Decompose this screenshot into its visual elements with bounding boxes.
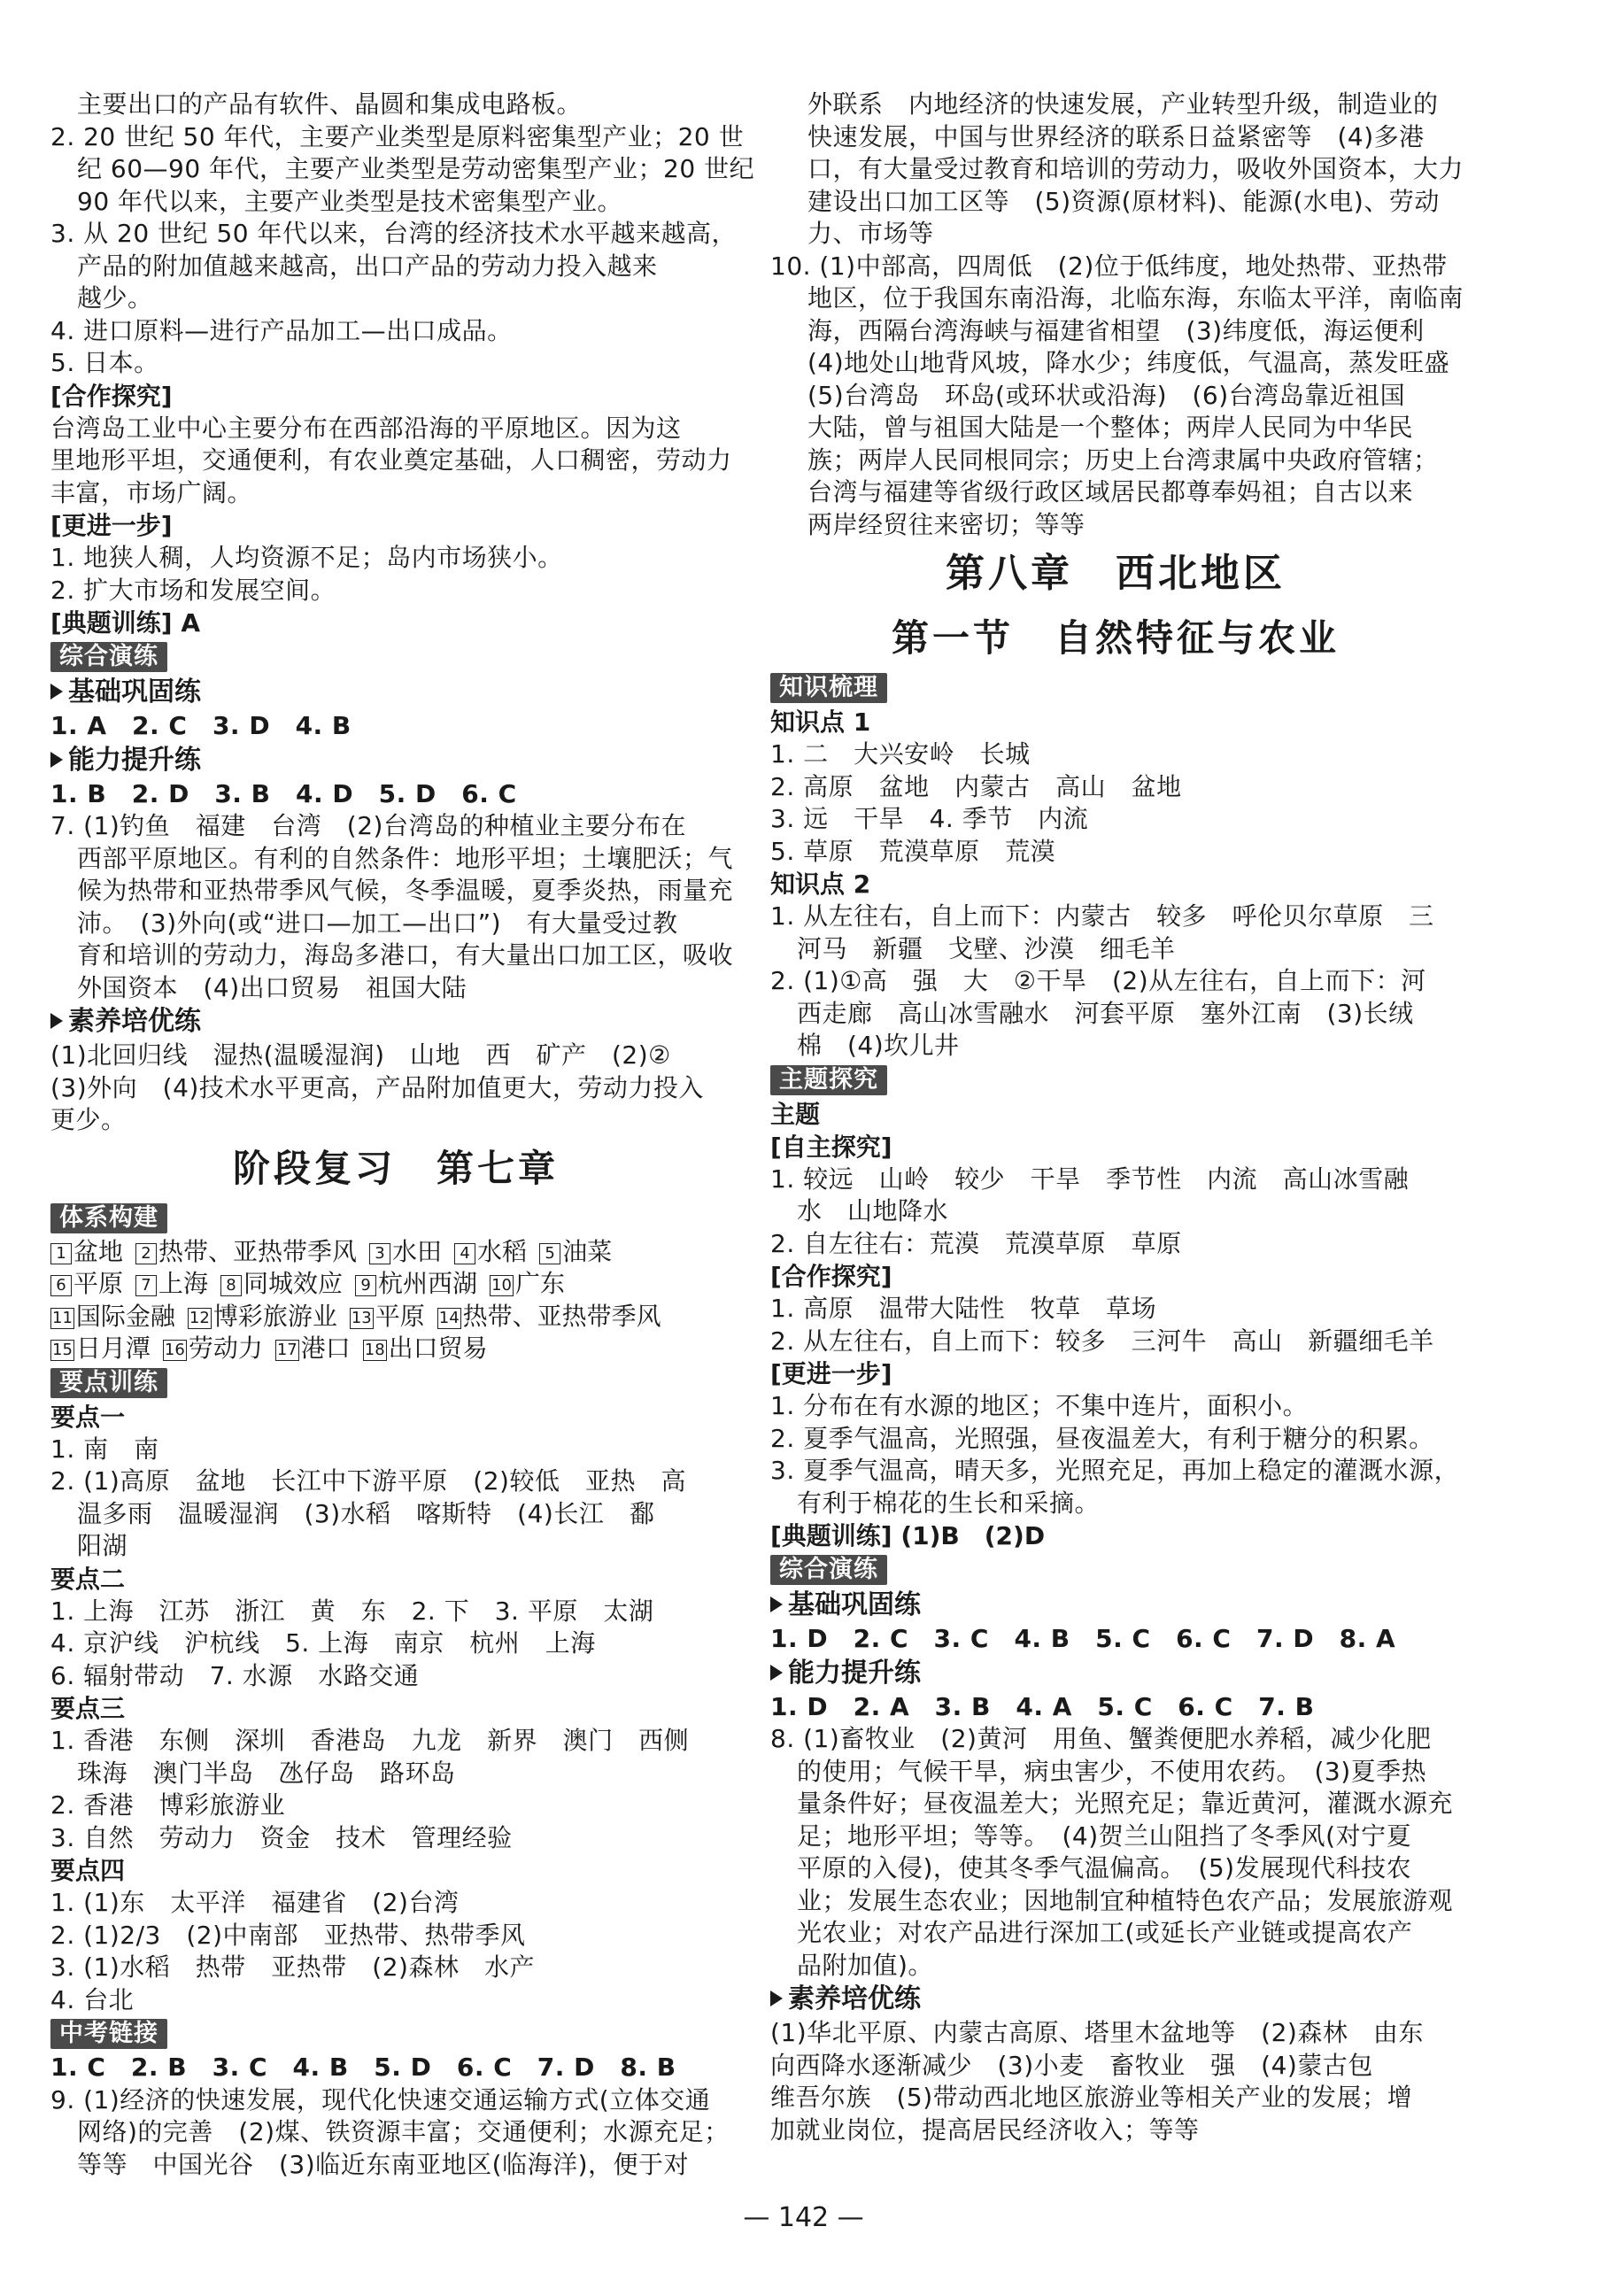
outline-cell-text: 日月潭	[75, 1334, 151, 1363]
bracket-heading: [自主探究]	[770, 1132, 892, 1162]
section-label	[50, 1201, 741, 1236]
section-title: 阶段复习 第七章	[232, 1146, 559, 1190]
outline-cell-number: 5	[539, 1243, 560, 1264]
subsection-heading: 基础巩固练	[50, 675, 741, 710]
outline-cell-text: 热带、亚热带季风	[462, 1301, 661, 1331]
answer-line: 平原的入侵)，使其冬季气温偏高。 (5)发展现代科技农	[797, 1853, 1412, 1882]
section-label-text: 综合演练	[770, 1555, 887, 1585]
chapter-title: 第八章 西北地区	[946, 551, 1286, 596]
answer-line: 加就业岗位，提高居民经济收入；等等	[770, 2114, 1200, 2145]
section-label-text: 要点训练	[50, 1368, 167, 1398]
section-label-text: 知识梳理	[770, 673, 887, 703]
answer-line: (1)华北平原、内蒙古高原、塔里木盆地等 (2)森林 由东	[770, 2018, 1424, 2047]
answer-line: 3. 远 干旱 4. 季节 内流	[770, 804, 1089, 833]
section-label-text: 体系构建	[50, 1203, 167, 1233]
answer-line: 1. 分布在有水源的地区；不集中连片，面积小。	[770, 1391, 1309, 1420]
answer-line: 2. (1)①高 强 大 ②干旱 (2)从左往右，自上而下：河	[770, 966, 1426, 995]
outline-grid-row	[50, 1333, 741, 1365]
outline-cell-number: 2	[135, 1243, 157, 1264]
outline-cell-number: 3	[369, 1243, 390, 1264]
outline-cell	[490, 1268, 565, 1301]
answer-line: 7. (1)钓鱼 福建 台湾 (2)台湾岛的种植业主要分布在	[50, 811, 686, 840]
answer-line: 的使用；气候干旱，病虫害少，不使用农药。 (3)夏季热	[797, 1756, 1427, 1786]
outline-cell-text: 广东	[514, 1269, 565, 1298]
outline-cell-number: 12	[189, 1308, 210, 1327]
outline-cell-text: 平原	[73, 1269, 124, 1298]
answer-line: 1. 高原 温带大陆性 牧草 草场	[770, 1294, 1157, 1323]
answer-line: 水 山地降水	[797, 1196, 949, 1225]
outline-cell-number: 14	[438, 1308, 460, 1327]
right-column	[770, 89, 1464, 2146]
answer-line: 1. (1)东 太平洋 福建省 (2)台湾	[50, 1888, 460, 1917]
outline-cell	[454, 1236, 527, 1269]
section-label	[50, 639, 741, 675]
answer-line: 育和培训的劳动力，海岛多港口，有大量出口加工区，吸收	[77, 940, 734, 970]
left-column	[50, 89, 755, 2181]
bracket-heading: [更进一步]	[50, 511, 173, 540]
outline-cell-number: 18	[364, 1341, 385, 1359]
answer-line: 1. 从左往右，自上而下：内蒙古 较多 呼伦贝尔草原 三	[770, 901, 1434, 931]
section-label-text: 主题探究	[770, 1065, 887, 1095]
answer-line: 丰富，市场广阔。	[50, 477, 253, 507]
answer-line: 4. 台北	[50, 1984, 135, 2014]
answer-line: 4. 京沪线 沪杭线 5. 上海 南京 杭州 上海	[50, 1628, 596, 1658]
answer-line: 建设出口加工区等 (5)资源(原材料)、能源(水电)、劳动	[807, 186, 1440, 216]
answer-line: 1. 地狭人稠，人均资源不足；岛内市场狭小。	[50, 543, 563, 572]
outline-cell	[355, 1268, 477, 1301]
bracket-heading: [更进一步]	[770, 1359, 892, 1388]
outline-cell-number: 1	[50, 1243, 72, 1264]
key-point-heading: 知识点 1	[770, 707, 871, 737]
subsection-heading: 能力提升练	[50, 743, 741, 778]
answer-line: (4)地处山地背风坡，降水少；纬度低，气温高，蒸发旺盛	[807, 348, 1450, 377]
answer-line: 等等 中国光谷 (3)临近东南亚地区(临海洋)，便于对	[77, 2149, 690, 2179]
answer-line: 海，西隔台湾海峡与福建省相望 (3)纬度低，海运便利	[807, 315, 1425, 345]
outline-grid-row	[50, 1268, 741, 1301]
outline-cell-text: 杭州西湖	[378, 1269, 478, 1298]
outline-cell	[50, 1268, 123, 1301]
answer-line: (3)外向 (4)技术水平更高，产品附加值更大，劳动力投入	[50, 1072, 704, 1102]
answer-line: 地区，位于我国东南沿海，北临东海，东临太平洋，南临南	[807, 283, 1464, 313]
answer-line: 2. (1)高原 盆地 长江中下游平原 (2)较低 亚热 高	[50, 1466, 686, 1496]
subsection-heading: 素养培优练	[50, 1004, 741, 1040]
outline-cell-text: 出口贸易	[388, 1334, 488, 1363]
answer-line: 1. 上海 江苏 浙江 黄 东 2. 下 3. 平原 太湖	[50, 1596, 654, 1626]
subsection-heading: 素养培优练	[770, 1982, 1461, 2017]
answer-line: 维吾尔族 (5)带动西北地区旅游业等相关产业的发展；增	[770, 2083, 1413, 2112]
section-label	[770, 670, 1461, 706]
answer-line: 外国资本 (4)出口贸易 祖国大陆	[77, 972, 467, 1002]
answer-line: 2. 自左往右：荒漠 荒漠草原 草原	[770, 1228, 1182, 1258]
section-label	[50, 1365, 741, 1401]
outline-cell-number: 13	[351, 1308, 372, 1327]
answer-line: (5)台湾岛 环岛(或环状或沿海) (6)台湾岛靠近祖国	[807, 380, 1406, 410]
outline-cell	[135, 1268, 208, 1301]
answer-line: 6. 辐射带动 7. 水源 水路交通	[50, 1660, 420, 1690]
answer-line: 3. 从 20 世纪 50 年代以来，台湾的经济技术水平越来越高，	[50, 219, 737, 248]
answer-line: 西走廊 高山冰雪融水 河套平原 塞外江南 (3)长绒	[797, 998, 1414, 1028]
answer-line: 足；地形平坦；等等。 (4)贺兰山阻挡了冬季风(对宁夏	[797, 1821, 1412, 1851]
answer-line: 2. 夏季气温高，光照强，昼夜温差大，有利于糖分的积累。	[770, 1423, 1434, 1453]
key-point-heading: 要点一	[50, 1402, 126, 1432]
outline-cell-text: 国际金融	[75, 1301, 175, 1331]
outline-cell-text: 油菜	[562, 1236, 613, 1266]
outline-cell-text: 热带、亚热带季风	[158, 1236, 358, 1266]
answer-line: 量条件好；昼夜温差大；光照充足；靠近黄河，灌溉水源充	[797, 1789, 1454, 1818]
answer-line: 2. 香港 博彩旅游业	[50, 1790, 286, 1820]
answer-line: 8. (1)畜牧业 (2)黄河 用鱼、蟹粪便肥水养稻，减少化肥	[770, 1724, 1432, 1753]
answer-line: 10. (1)中部高，四周低 (2)位于低纬度，地处热带、亚热带	[770, 251, 1448, 281]
key-point-heading: 要点四	[50, 1856, 126, 1885]
answer-line: 2. 高原 盆地 内蒙古 高山 盆地	[770, 771, 1182, 801]
answer-line: 有利于棉花的生长和采摘。	[797, 1488, 1101, 1518]
answer-line: (1)北回归线 湿热(温暖湿润) 山地 西 矿产 (2)②	[50, 1040, 671, 1070]
outline-cell-text: 盆地	[73, 1236, 124, 1266]
outline-cell-number: 17	[276, 1341, 297, 1359]
outline-cell	[539, 1236, 612, 1269]
outline-cell	[50, 1333, 151, 1365]
outline-cell-number: 15	[52, 1341, 73, 1359]
answer-line: 阳湖	[77, 1531, 128, 1560]
answer-line: 里地形平坦，交通便利，有农业奠定基础，人口稠密，劳动力	[50, 445, 732, 475]
outline-cell	[220, 1268, 343, 1301]
answer-line: 1. D 2. A 3. B 4. A 5. C 6. C 7. B	[770, 1691, 1315, 1721]
answer-line: 快速发展，中国与世界经济的联系日益紧密等 (4)多港	[807, 121, 1425, 151]
section-label	[770, 1552, 1461, 1588]
bracket-heading: [合作探究]	[50, 381, 173, 411]
answer-line: 品附加值)。	[797, 1950, 933, 1980]
section-label	[50, 2016, 741, 2052]
outline-cell	[163, 1333, 263, 1365]
section-label	[770, 1063, 1461, 1098]
answer-line: 越少。	[77, 283, 153, 313]
answer-line: 4. 进口原料—进行产品加工—出口成品。	[50, 315, 513, 345]
answer-line: 2. (1)2/3 (2)中南部 亚热带、热带季风	[50, 1920, 526, 1950]
answer-line: 2. 扩大市场和发展空间。	[50, 575, 336, 605]
outline-cell	[363, 1333, 488, 1365]
answer-line: 1. A 2. C 3. D 4. B	[50, 711, 352, 740]
answer-line: 河马 新疆 戈壁、沙漠 细毛羊	[797, 933, 1176, 963]
section-label-text: 中考链接	[50, 2019, 167, 2049]
outline-cell	[437, 1301, 661, 1334]
outline-cell	[350, 1301, 425, 1334]
outline-cell	[275, 1333, 351, 1365]
answer-line: 台湾与福建等省级行政区域居民都尊奉妈祖；自古以来	[807, 477, 1414, 506]
subsection-heading: 基础巩固练	[770, 1588, 1461, 1623]
outline-cell-number: 7	[135, 1275, 157, 1296]
answer-line: 力、市场等	[807, 219, 934, 248]
answer-line: 90 年代以来，主要产业类型是技术密集型产业。	[77, 186, 623, 216]
key-point-heading: 知识点 2	[770, 870, 871, 899]
answer-line: 9. (1)经济的快速发展，现代化快速交通运输方式(立体交通	[50, 2084, 711, 2114]
answer-line: 2. 从左往右，自上而下：较多 三河牛 高山 新疆细毛羊	[770, 1326, 1434, 1356]
answer-line: 纪 60—90 年代，主要产业类型是劳动密集型产业；20 世纪	[77, 154, 755, 183]
answer-line: 温多雨 温暖湿润 (3)水稻 喀斯特 (4)长江 鄱	[77, 1498, 655, 1528]
answer-line: 1. B 2. D 3. B 4. D 5. D 6. C	[50, 778, 517, 808]
outline-cell	[50, 1301, 175, 1334]
outline-cell-text: 水田	[392, 1236, 443, 1266]
answer-line: 3. 自然 劳动力 资金 技术 管理经验	[50, 1822, 513, 1852]
outline-cell	[135, 1236, 357, 1269]
outline-cell-number: 16	[164, 1341, 185, 1359]
answer-line: 业；发展生态农业；因地制宜种植特色农产品；发展旅游观	[797, 1885, 1454, 1915]
subsection-heading: 能力提升练	[770, 1656, 1461, 1691]
outline-cell-text: 港口	[300, 1334, 351, 1363]
outline-cell-text: 劳动力	[188, 1334, 263, 1363]
outline-cell-number: 10	[491, 1276, 512, 1295]
answer-line: 1. 香港 东侧 深圳 香港岛 九龙 新界 澳门 西侧	[50, 1726, 690, 1755]
answer-line: 网络)的完善 (2)煤、铁资源丰富；交通便利；水源充足；	[77, 2117, 730, 2146]
key-point-heading: 要点二	[50, 1564, 126, 1594]
outline-cell	[50, 1236, 123, 1269]
page-number: — 142 —	[743, 2202, 864, 2233]
outline-cell	[188, 1301, 337, 1334]
outline-cell-text: 同城效应	[243, 1269, 344, 1298]
answer-line: 珠海 澳门半岛 氹仔岛 路环岛	[77, 1758, 456, 1788]
answer-line: 两岸经贸往来密切；等等	[807, 509, 1085, 539]
answer-line: 5. 日本。	[50, 348, 159, 377]
answer-line: 大陆，曾与祖国大陆是一个整体；两岸人民同为中华民	[807, 413, 1414, 442]
answer-line: 台湾岛工业中心主要分布在西部沿海的平原地区。因为这	[50, 413, 682, 443]
outline-cell-text: 上海	[158, 1269, 209, 1298]
outline-grid-row	[50, 1236, 741, 1269]
answer-line: 西部平原地区。有利的自然条件：地形平坦；土壤肥沃；气	[77, 843, 734, 873]
outline-cell-number: 9	[355, 1275, 376, 1296]
answer-line: 更少。	[50, 1105, 127, 1134]
answer-line: 向西降水逐渐减少 (3)小麦 畜牧业 强 (4)蒙古包	[770, 2050, 1373, 2080]
answer-line: 1. C 2. B 3. C 4. B 5. D 6. C 7. D 8. B	[50, 2052, 676, 2082]
answer-line: 1. D 2. C 3. C 4. B 5. C 6. C 7. D 8. A	[770, 1624, 1396, 1653]
outline-cell-text: 平原	[375, 1301, 425, 1331]
answer-line: 2. 20 世纪 50 年代，主要产业类型是原料密集型产业；20 世	[50, 121, 745, 151]
answer-line: 沛。 (3)外向(或“进口—加工—出口”) 有大量受过教	[77, 908, 678, 938]
answer-line: 光农业；对农产品进行深加工(或延长产业链或提高农产	[797, 1918, 1413, 1947]
answer-line: 棉 (4)坎儿井	[797, 1031, 960, 1060]
outline-cell-text: 水稻	[477, 1236, 528, 1266]
answer-line: 3. (1)水稻 热带 亚热带 (2)森林 水产	[50, 1952, 535, 1982]
bracket-heading: [合作探究]	[770, 1262, 892, 1291]
answer-line: 族；两岸人民同根同宗；历史上台湾隶属中央政府管辖；	[807, 445, 1439, 475]
answer-line: 5. 草原 荒漠草原 荒漠	[770, 836, 1056, 866]
answer-line: 1. 南 南	[50, 1434, 159, 1464]
outline-cell-number: 11	[52, 1308, 73, 1327]
outline-grid-row	[50, 1301, 741, 1334]
section-title: 第一节 自然特征与农业	[891, 616, 1340, 660]
answer-line: 外联系 内地经济的快速发展，产业转型升级，制造业的	[807, 89, 1439, 119]
outline-cell-number: 8	[220, 1275, 242, 1296]
bracket-heading: [典题训练] A	[50, 608, 201, 638]
answer-line: 候为热带和亚热带季风气候，冬季温暖，夏季炎热，雨量充	[77, 876, 734, 905]
outline-cell	[369, 1236, 442, 1269]
outline-cell-number: 4	[454, 1243, 475, 1264]
answer-line: 3. 夏季气温高，晴天多，光照充足，再加上稳定的灌溉水源，	[770, 1456, 1460, 1485]
answer-line: 产品的附加值越来越高，出口产品的劳动力投入越来	[77, 251, 658, 281]
key-point-heading: 主题	[770, 1099, 821, 1129]
answer-line: 1. 较远 山岭 较少 干旱 季节性 内流 高山冰雪融	[770, 1163, 1410, 1194]
answer-line: 口，有大量受过教育和培训的劳动力，吸收外国资本，大力	[807, 154, 1464, 183]
outline-cell-text: 博彩旅游业	[212, 1301, 337, 1331]
answer-line: 1. 二 大兴安岭 长城	[770, 739, 1031, 769]
key-point-heading: 要点三	[50, 1694, 126, 1723]
outline-cell-number: 6	[50, 1275, 72, 1296]
answer-line: 主要出口的产品有软件、晶圆和集成电路板。	[77, 89, 583, 119]
section-label-text: 综合演练	[50, 642, 167, 672]
bracket-heading: [典题训练] (1)B (2)D	[770, 1521, 1046, 1550]
